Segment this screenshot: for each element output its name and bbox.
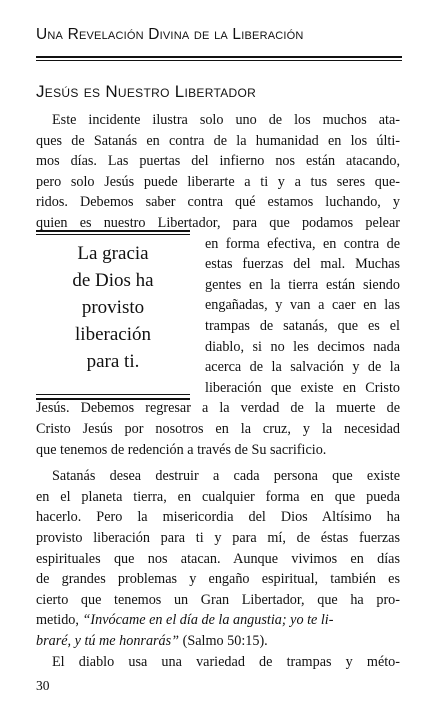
text-line: espirituales que nos atacan. Aunque vivimos en días (36, 550, 400, 567)
text-line (36, 631, 400, 651)
section-title: Jesús es Nuestro Libertador (36, 82, 257, 101)
text-line (36, 610, 400, 630)
pull-quote-line: liberación (75, 323, 151, 345)
pull-quote-rule-top (36, 230, 190, 232)
pull-quote-line: para ti. (86, 350, 140, 372)
text-line: diablo, si no les decimos nada (205, 338, 400, 355)
text-line: engañadas, y van a caer en las (205, 297, 400, 314)
text-line: acerca de la salvación y de la (205, 359, 400, 376)
header-rule-thick (36, 56, 402, 58)
text-line: Satanás desea destruir a cada persona que existe (52, 468, 400, 485)
text-line: ridos. Debemos saber contra qué estamos luchando, y (36, 194, 400, 211)
text-line: gentes en la tierra están siendo (205, 276, 400, 293)
text-line: quien es nuestro Libertador, para que podamos pelear (36, 215, 400, 231)
text-line: pero solo Jesús puede liberarte a ti y a tus seres que- (36, 173, 400, 190)
header-rule-thin (36, 60, 402, 61)
scripture-quote: “Invócame en el día de la angustia; yo te li- (82, 612, 334, 629)
text-line: liberación que existe en Cristo (205, 379, 400, 396)
pull-quote-line: provisto (81, 296, 145, 318)
text-line: mos días. Las puertas del infierno nos están atacando, (36, 153, 400, 170)
text-line: en el planeta tierra, en cualquier forma en que pueda (36, 488, 400, 505)
running-head: Una Revelación Divina de la Liberación (36, 26, 304, 43)
pull-quote-line: La gracia (77, 242, 149, 264)
text-line: que tenemos de redención a través de Su sacrificio. (36, 441, 327, 458)
page-number: 30 (36, 677, 50, 693)
text-line: El diablo usa una variedad de trampas y méto- (52, 653, 400, 670)
scripture-quote: braré, y tú me honrarás” (36, 633, 180, 649)
text-line: provisto liberación para ti y para mí, de éstas fuerzas (36, 530, 400, 546)
pull-quote-line: de Dios ha (72, 269, 154, 291)
pull-quote-rule-bottom-thin (36, 394, 190, 395)
scripture-reference: (Salmo 50:15). (179, 633, 268, 649)
text-line: Cristo Jesús por nosotros en la cruz, y la necesidad (36, 421, 400, 437)
text-line: Jesús. Debemos regresar a la verdad de la muerte de (36, 400, 400, 417)
text-line: Este incidente ilustra solo uno de los muchos ata- (52, 112, 400, 128)
text-line: en forma efectiva, en contra de (205, 235, 400, 252)
text-line: estas fuerzas del mal. Muchas (205, 256, 400, 273)
text-run: metido, (36, 612, 83, 629)
text-line: trampas de satanás, que es el (205, 318, 400, 334)
pull-quote (36, 240, 190, 375)
text-line: de grandes problemas y engaño espiritual, también es (36, 571, 400, 588)
text-line: hacerlo. Pero la misericordia del Dios Altísimo ha (36, 509, 400, 526)
text-line: ques de Satanás en contra de la humanidad en los últi- (36, 132, 400, 149)
text-line: cierto que tenemos un Gran Libertador, que ha pro- (36, 591, 400, 608)
pull-quote-rule-top-thin (36, 234, 190, 235)
